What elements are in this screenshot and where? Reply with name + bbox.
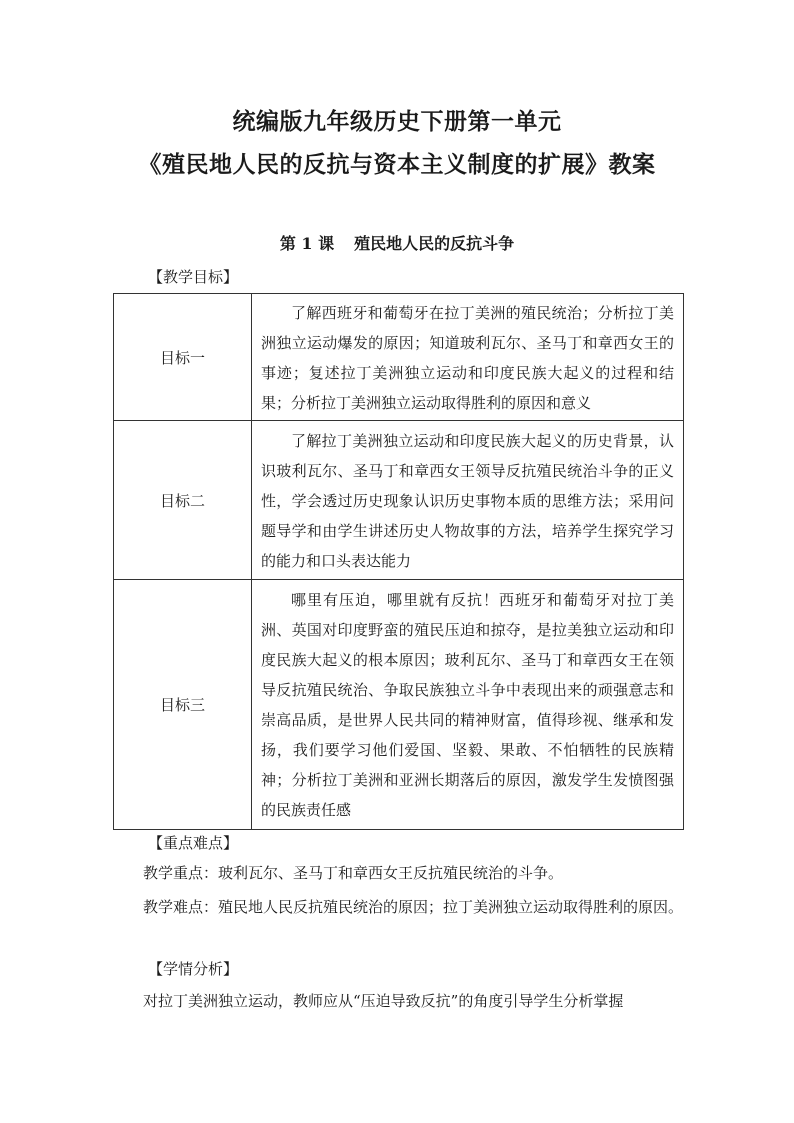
table-row bbox=[114, 294, 684, 421]
goal-label: 目标二 bbox=[114, 421, 252, 580]
teaching-focus-paragraph: 教学重点：玻利瓦尔、圣马丁和章西女王反抗殖民统治的斗争。 bbox=[143, 864, 564, 882]
document-title-line1: 统编版九年级历史下册第一单元 bbox=[232, 108, 562, 135]
section-key-points-heading: 【重点难点】 bbox=[148, 834, 239, 852]
goal-label: 目标一 bbox=[114, 294, 252, 421]
section-analysis-heading: 【学情分析】 bbox=[148, 960, 239, 978]
analysis-paragraph: 对拉丁美洲独立运动，教师应从“压迫导致反抗”的角度引导学生分析掌握 bbox=[143, 992, 624, 1010]
goal-label: 目标三 bbox=[114, 580, 252, 830]
goal-text: 了解西班牙和葡萄牙在拉丁美洲的殖民统治；分析拉丁美洲独立运动爆发的原因；知道玻利瓦尔、圣马丁和章西女王的事迹；复述拉丁美洲独立运动和印度民族大起义的过程和结果；分析拉丁美洲独立运动取得胜利的原因和意义 bbox=[252, 294, 684, 421]
teaching-difficulty-paragraph: 教学难点：殖民地人民反抗殖民统治的原因；拉丁美洲独立运动取得胜利的原因。 bbox=[143, 898, 684, 916]
lesson-heading bbox=[0, 231, 794, 254]
table-row bbox=[114, 580, 684, 830]
table-row bbox=[114, 421, 684, 580]
document-title-line2: 《殖民地人民的反抗与资本主义制度的扩展》教案 bbox=[138, 151, 656, 178]
goal-text: 了解拉丁美洲独立运动和印度民族大起义的历史背景，认识玻利瓦尔、圣马丁和章西女王领导反抗殖民统治斗争的正义性，学会透过历史现象认识历史事物本质的思维方法；采用问题导学和由学生讲述历史人物故事的方法，培养学生探究学习的能力和口头表达能力 bbox=[252, 421, 684, 580]
goal-text: 哪里有压迫，哪里就有反抗！西班牙和葡萄牙对拉丁美洲、英国对印度野蛮的殖民压迫和掠夺，是拉美独立运动和印度民族大起义的根本原因；玻利瓦尔、圣马丁和章西女王在领导反抗殖民统治、争取民族独立斗争中表现出来的顽强意志和崇高品质，是世界人民共同的精神财富，值得珍视、继承和发扬，我们要学习他们爱国、坚毅、果敢、不怕牺牲的民族精神；分析拉丁美洲和亚洲长期落后的原因，激发学生发愤图强的民族责任感 bbox=[252, 580, 684, 830]
lesson-name: 殖民地人民的反抗斗争 bbox=[354, 234, 515, 253]
section-objectives-heading: 【教学目标】 bbox=[148, 268, 239, 286]
lesson-number: 第 1 课 bbox=[279, 234, 335, 253]
objectives-table bbox=[113, 293, 684, 830]
